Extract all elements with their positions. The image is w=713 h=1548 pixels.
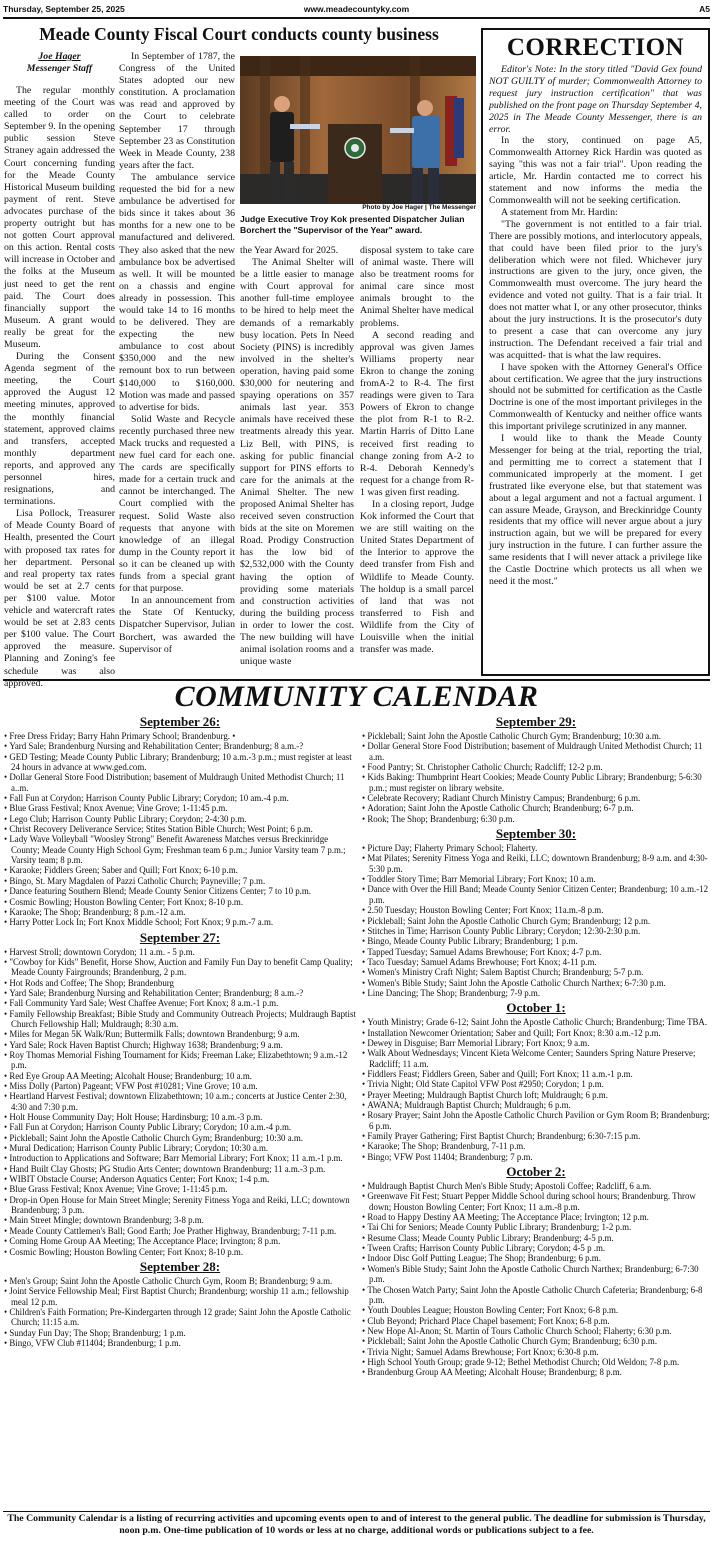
calendar-event: • Food Pantry; St. Christopher Catholic Church; Radcliff; 12-2 p.m. — [362, 762, 710, 772]
page-header — [3, 2, 710, 16]
article-column-3 — [240, 245, 354, 668]
calendar-event: • Taco Tuesday; Samuel Adams Brewhouse; Fort Knox; 4-11 p.m. — [362, 957, 710, 967]
calendar-event: • Picture Day; Flaherty Primary School; Flaherty. — [362, 843, 710, 853]
calendar-event: • Dewey in Disguise; Barr Memorial Library; Fort Knox; 9 a.m. — [362, 1038, 710, 1048]
calendar-event: • Karaoke; The Shop; Brandenburg, 7-11 p.m. — [362, 1141, 710, 1151]
article-paragraph: The Animal Shelter will be a little easier to manage with Court approval for another full-time employee to be hired to help meet the demands of a remarkably busy location. Pets In Need Society (PINS) is incredibly involved in the shelter's operation, having paid some $30,000 for neutering and spaying operations on 357 animals last year. 353 animals have received these treatments already this year. Liz Bell, with PINS, is asking for public financial support for PINS efforts to care for the animals at the Animal Shelter. The new proposed Animal Shelter has received seven construction bids at the site on Moremen Road. Prodigy Construction has the low bid of $2,532,000 with the County having the option of providing some materials and construction activities during the building process in order to lower the cost. The new building will have animal isolation rooms and a unique waste — [240, 257, 354, 668]
calendar-event: • Tai Chi for Seniors; Meade County Public Library; Brandenburg; 1-2 p.m. — [362, 1222, 710, 1232]
calendar-event-list — [362, 1181, 710, 1378]
calendar-event: • Sunday Fun Day; The Shop; Brandenburg; 1 p.m. — [4, 1328, 356, 1338]
calendar-event: • Adoration; Saint John the Apostle Catholic Church; Brandenburg; 6-7 p.m. — [362, 803, 710, 813]
calendar-event: • Dollar General Store Food Distribution; basement of Muldraugh United Methodist Church; 11 a..m. — [4, 772, 356, 793]
calendar-event-list — [362, 731, 710, 824]
calendar-event: • Mat Pilates; Serenity Fitness Yoga and Reiki, LLC; downtown Brandenburg; 8-9 a.m. and 4:30-5:30 p.m. — [362, 853, 710, 874]
correction-box — [481, 28, 710, 676]
calendar-event: • Muldraugh Baptist Church Men's Bible Study; Apostoli Coffee; Radcliff, 6 a.m. — [362, 1181, 710, 1191]
calendar-event: • 2.50 Tuesday; Houston Bowling Center; Fort Knox; 11a.m.-8 p.m. — [362, 905, 710, 915]
issue-date: Thursday, September 25, 2025 — [3, 4, 125, 14]
calendar-event: • Pickleball; Saint John the Apostle Catholic Church Gym; Brandenburg; 10:30 a.m. — [362, 731, 710, 741]
photo-illustration — [240, 56, 476, 204]
calendar-event: • Karaoke; The Shop; Brandenburg; 8 p.m.-12 a.m. — [4, 907, 356, 917]
calendar-event: • Lady Wave Volleyball "Woosley Strong" Benefit Awareness Matches versus Breckinridge County; Meade County High School Gym; Freshman team 6 p.m.; Junior Varsity team 7 p.m.; Varsity team; 8 p.m. — [4, 834, 356, 865]
calendar-day-heading: September 26: — [139, 714, 221, 729]
correction-paragraph: I have spoken with the Attorney General's Office about certification. We agree that the jury instructions should not be submitted for certification as the Castle Doctrine is one of the most important privileges in the Commonwealth of Kentucky and neither office wants this important privilege scrutinized in any manner. — [489, 361, 702, 433]
calendar-event: • Bingo, VFW Club #11404; Brandenburg; 1 p.m. — [4, 1338, 356, 1348]
calendar-event: • Stitches in Time; Harrison County Public Library; Corydon; 12:30-2:30 p.m. — [362, 926, 710, 936]
article-paragraph: Lisa Pollock, Treasurer of Meade County Board of Health, presented the Court with proposed tax rates for her department. Personal and real property tax rates would be set at 2.7 cents per $100 value. Motor vehicle and watercraft rates would be set at 2.83 cents per $100 value. The Court approved the measure. Planning and Zoning's fee schedule was also approved. — [4, 508, 115, 689]
calendar-event: • Fall Fun at Corydon; Harrison County Public Library; Corydon; 10 am.-4 p.m. — [4, 793, 356, 803]
calendar-event: • The Chosen Watch Party; Saint John the Apostle Catholic Church Cafeteria; Brandenburg; 6-8 p.m. — [362, 1285, 710, 1306]
calendar-event: • Introduction to Applications and Software; Barr Memorial Library; Fort Knox; 11 a.m.-1 p.m. — [4, 1153, 356, 1163]
calendar-event: • WIBIT Obstacle Course; Anderson Aquatics Center; Fort Knox; 1-4 p.m. — [4, 1174, 356, 1184]
article-paragraph: The ambulance service requested the bid for a new ambulance be advertised for bids since it takes about 36 months for a new one to be manufactured and delivered. They also asked that the new ambulance box be advertised as well. It will be mounted on a chassis and engine already in possession. This would take 14 to 16 months to be delivered. They are expecting the new ambulance to cost about $350,000 and the new remount box to run between $140,000 to $160,000. Motion was made and passed to advertise for bids. — [119, 171, 235, 413]
calendar-event-list — [4, 1276, 356, 1348]
correction-title: CORRECTION — [506, 34, 685, 61]
calendar-event: • Lego Club; Harrison County Public Library; Corydon; 2-4:30 p.m. — [4, 814, 356, 824]
calendar-event: • Joint Service Fellowship Meal; First Baptist Church; Brandenburg; worship 11 a.m.; fellowship meal 12 p.m. — [4, 1286, 356, 1307]
calendar-event: • Drop-in Open House for Main Street Mingle; Serenity Fitness Yoga and Reiki, LLC; downtown Brandenburg; 3 p.m. — [4, 1195, 356, 1216]
calendar-event: • Women's Ministry Craft Night; Salem Baptist Church; Brandenburg; 5-7 p.m. — [362, 967, 710, 977]
calendar-event: • Trivia Night; Samuel Adams Brewhouse; Fort Knox; 6:30-8 p.m. — [362, 1347, 710, 1357]
calendar-event: • Mural Dedication; Harrison County Public Library; Corydon; 10:30 a.m. — [4, 1143, 356, 1153]
photo-caption: Judge Executive Troy Kok presented Dispatcher Julian Borchert the "Supervisor of the Year" award. — [240, 214, 465, 235]
calendar-event: • Resume Class; Meade County Public Library; Brandenburg; 4-5 p.m. — [362, 1233, 710, 1243]
calendar-event: • Toddler Story Time; Barr Memorial Library; Fort Knox; 10 a.m. — [362, 874, 710, 884]
calendar-event: • Dollar General Store Food Distribution; basement of Muldraugh United Methodist Church; 11 a.m. — [362, 741, 710, 762]
calendar-event: • Fall Community Yard Sale; West Chaffee Avenue; Fort Knox; 8 a.m.-1 p.m. — [4, 998, 356, 1008]
calendar-day-heading: October 1: — [506, 1000, 566, 1016]
calendar-day-heading: September 28: — [139, 1258, 221, 1274]
calendar-event: • Free Dress Friday; Barry Hahn Primary School; Brandenburg. • — [4, 731, 356, 741]
calendar-event: • Roy Thomas Memorial Fishing Tournament for Kids; Freeman Lake; Elizabethtown; 9 a.m.-12 p.m. — [4, 1050, 356, 1071]
calendar-event: • New Hope Al-Anon; St. Martin of Tours Catholic Church School; Flaherty; 6:30 p.m. — [362, 1326, 710, 1336]
article-paragraph: The regular monthly meeting of the Court was called to order on September 9. In the opening public session Steve Straney again addressed the Court concerning funding for the Meade County Historical Museum building payment of rent. Steve advocates purchase of the property outright but has not gotten Court approval on this action. Rental costs will increase in October and the folks at the Museum just need to get the rent paid. The Court does financially support the Museum. A grant would really be great for the Museum. — [4, 85, 115, 350]
calendar-event: • Cosmic Bowling; Houston Bowling Center; Fort Knox; 8-10 p.m. — [4, 1247, 356, 1257]
calendar-event-list — [362, 843, 710, 998]
calendar-event: • Hot Rods and Coffee; The Shop; Brandenburg — [4, 978, 356, 988]
calendar-event: • Yard Sale; Brandenburg Nursing and Rehabilitation Center; Brandenburg; 8 a.m.-? — [4, 988, 356, 998]
calendar-event: • Family Prayer Gathering; First Baptist Church; Brandenburg; 6:30-7:15 p.m. — [362, 1131, 710, 1141]
calendar-event: • Blue Grass Festival; Knox Avenue; Vine Grove; 1-11:45 p.m. — [4, 803, 356, 813]
calendar-event: • Miss Dolly (Parton) Pageant; VFW Post #10281; Vine Grove; 10 a.m. — [4, 1081, 356, 1091]
calendar-event: • "Cowboy for Kids" Benefit, Horse Show, Auction and Family Fun Day to benefit Camp Quality; Meade County Fairgrounds; Brandenburg, 2 p.m. — [4, 957, 356, 978]
calendar-event: • Tween Crafts; Harrison County Public Library; Corydon; 4-5 p .m. — [362, 1243, 710, 1253]
calendar-event: • Bingo; VFW Post 11404; Brandenburg; 7 p.m. — [362, 1152, 710, 1162]
calendar-event: • Walk About Wednesdays; Vincent Kieta Welcome Center; Saunders Spring Nature Preserve; Radcliff; 11 a.m. — [362, 1048, 710, 1069]
calendar-event: • Indoor Disc Golf Putting League; The Shop; Brandenburg; 6 p.m. — [362, 1253, 710, 1263]
article-photo — [240, 56, 476, 204]
calendar-day-heading: September 27: — [139, 929, 221, 945]
article-paragraph: In a closing report, Judge Kok informed the Court that we are still waiting on the United States Department of the Interior to approve the deed transfer from Fish and Wildlife to Meade County. The holdup is a small parcel of land that was not transferred to Fish and Wildlife from the City of Louisville when the initial transfer was made. — [360, 498, 474, 656]
calendar-event: • Blue Grass Festival; Knox Avenue; Vine Grove; 1-11:45 p.m. — [4, 1184, 356, 1194]
calendar-day-heading: September 29: — [495, 714, 577, 729]
article-headline: Meade County Fiscal Court conducts county business — [39, 24, 439, 44]
calendar-day-heading: October 2: — [506, 1164, 566, 1180]
calendar-event: • Road to Happy Destiny AA Meeting; The Acceptance Place; Irvington; 12 p.m. — [362, 1212, 710, 1222]
calendar-event: • Kids Baking: Thumbprint Heart Cookies; Meade County Public Library; Brandenburg; 5-6:30 p.m.; must register on library website. — [362, 772, 710, 793]
calendar-event: • Meade County Cattlemen's Ball; Good Earth; Joe Prather Highway, Brandenburg; 7-11 p.m. — [4, 1226, 356, 1236]
calendar-event: • GED Testing; Meade County Public Library; Brandenburg; 10 a.m.-3 p.m.; must register at least 24 hours in advance at www.ged.com. — [4, 752, 356, 773]
article-column-2 — [119, 51, 235, 663]
calendar-event: • Bingo, Meade County Public Library; Brandenburg; 1 p.m. — [362, 936, 710, 946]
article-paragraph: disposal system to take care of animal waste. There will also be treatment rooms for animal care since most animals brought to the Animal Shelter have medical problems. — [360, 245, 474, 329]
correction-paragraph: A statement from Mr. Hardin: — [501, 206, 618, 218]
calendar-event: • Celebrate Recovery; Radiant Church Ministry Campus; Brandenburg; 6 p.m. — [362, 793, 710, 803]
article-paragraph: During the Consent Agenda segment of the meeting, the Court approved the August 12 meeting minutes, approved the monthly financial statement, approved claims and transfers, accepted monthly department reports, and approved any personnel hires, resignations, and terminations. — [4, 351, 115, 508]
calendar-event: • Red Eye Group AA Meeting; Alcohalt House; Brandenburg; 10 a.m. — [4, 1071, 356, 1081]
author-title: Messenger Staff — [26, 63, 93, 74]
calendar-event: • Fall Fun at Corydon; Harrison County Public Library; Corydon; 10 a.m.-4 p.m. — [4, 1122, 356, 1132]
calendar-event: • Yard Sale; Brandenburg Nursing and Rehabilitation Center; Brandenburg; 8 a.m.-? — [4, 741, 356, 751]
calendar-event-list — [4, 947, 356, 1257]
calendar-event: • Pickleball; Saint John the Apostle Catholic Church Gym; Brandenburg; 10:30 a.m. — [4, 1133, 356, 1143]
calendar-event: • Bingo, St. Mary Magdalen of Pazzi Catholic Church; Payneville; 7 p.m. — [4, 876, 356, 886]
calendar-event: • Holt House Community Day; Holt House; Hardinsburg; 10 a.m.-3 p.m. — [4, 1112, 356, 1122]
editors-note: Editor's Note: In the story titled "David Gex found NOT GUILTY of murder; Commonwealth Attorney to request jury instruction certification" that was published on the front page on Thursday September 4, 2025 in The Meade County Messenger, there is an error. — [489, 64, 702, 135]
calendar-event: • Miles for Megan 5K Walk/Run; Buttermilk Falls; downtown Brandenburg; 9 a.m. — [4, 1029, 356, 1039]
calendar-event: • Women's Bible Study; Saint John the Apostle Catholic Church Narthex; 6-7:30 p.m. — [362, 978, 710, 988]
article-column-4 — [360, 245, 474, 665]
author-name: Joe Hager — [38, 51, 81, 62]
byline — [4, 51, 115, 75]
article-paragraph: Solid Waste and Recycle recently purchased three new Mack trucks and requested a new fuel card for each one. The cards are specifically made for a certain truck and cannot be interchanged. The Court complied with the request. Solid Waste also requests that anyone with knowledge of an illegal dump in the County report it so it can be cleaned up with funds from a special grant for that purpose. — [119, 413, 235, 595]
calendar-footer-note: The Community Calendar is a listing of recurring activities and upcoming events open to and of interest to the general public. The deadline for submission is Thursday, noon p.m. One-time publication of 10 words or less at no charge, additional words or publications subject to a fee. — [7, 1513, 706, 1536]
calendar-event: • Women's Bible Study; Saint John the Apostle Catholic Church Narthex; Brandenburg; 6-7:30 p.m. — [362, 1264, 710, 1285]
calendar-event: • Rook; The Shop; Brandenburg; 6:30 p.m. — [362, 814, 710, 824]
calendar-event: • Coming Home Group AA Meeting; The Acceptance Place; Irvington; 8 p.m. — [4, 1236, 356, 1246]
calendar-event: • Youth Doubles League; Houston Bowling Center; Fort Knox; 6-8 p.m. — [362, 1305, 710, 1315]
calendar-event: • Dance with Over the Hill Band; Meade County Senior Citizen Center; Brandenburg; 10 a.m.-12 p.m. — [362, 884, 710, 905]
calendar-event: • Children's Faith Formation; Pre-Kindergarten through 12 grade; Saint John the Apostle Catholic Church; 11:15 a.m. — [4, 1307, 356, 1328]
header-rule — [3, 17, 710, 19]
calendar-event: • Harry Potter Lock In; Fort Knox Middle School; Fort Knox; 9 p.m.-7 a.m. — [4, 917, 356, 927]
article-paragraph: A second reading and approval was given James Williams property near Ekron to change the zoning fromA-2 to R-4. The first readings were given to Tara Powers of Ekron to change the plot from R-1 to R-2. Martin Harris of Ditto Lane received first reading to change zoning from A-2 to R-4. Deborah Kennedy's request for a change from R-1 was given first reading. — [360, 329, 474, 498]
calendar-event: • AWANA; Muldraugh Baptist Church; Muldraugh; 6 p.m. — [362, 1100, 710, 1110]
calendar-event: • Men's Group; Saint John the Apostle Catholic Church Gym, Room B; Brandenburg; 9 a.m. — [4, 1276, 356, 1286]
article-paragraph: In September of 1787, the Congress of the United States adopted our new constitution. A proclamation was read and approved by the Court to celebrate September 17 through September 23 as Constitution Week in Meade County, 238 years after the fact. — [119, 51, 235, 171]
calendar-event: • Christ Recovery Deliverance Service; Stites Station Bible Church; West Point; 6 p.m. — [4, 824, 356, 834]
calendar-event: • Family Fellowship Breakfast; Bible Study and Community Outreach Projects; Muldraugh Baptist Church Fellowship Hall; Muldraugh; 8:30 a.m. — [4, 1009, 356, 1030]
calendar-event: • Brandenburg Group AA Meeting; Alcohalt House; Brandenburg; 8 p.m. — [362, 1367, 710, 1377]
calendar-event: • Youth Ministry; Grade 6-12; Saint John the Apostle Catholic Church; Brandenburg; Time TBA. — [362, 1017, 710, 1027]
calendar-event: • Club Beyond; Prichard Place Chapel basement; Fort Knox; 6-8 p.m. — [362, 1316, 710, 1326]
calendar-event: • Installation Newcomer Orientation; Saber and Quill; Fort Knox; 8:30 a.m.-12 p.m. — [362, 1028, 710, 1038]
calendar-title: COMMUNITY CALENDAR — [174, 680, 539, 713]
calendar-event: • Greenwave Fit Fest; Stuart Pepper Middle School during school hours; Brandenburg. Throw down; Houston Bowling Center; Fort Knox; 11 a.m.-8 p.m. — [362, 1191, 710, 1212]
footer-rule — [3, 1511, 710, 1512]
calendar-event: • Tapped Tuesday; Samuel Adams Brewhouse; Fort Knox; 4-7 p.m. — [362, 947, 710, 957]
calendar-event: • Yard Sale; Rock Haven Baptist Church; Highway 1638; Brandenburg; 9 a.m. — [4, 1040, 356, 1050]
calendar-event: • Hand Built Clay Ghosts; PG Studio Arts Center; downtown Brandenburg; 11 a.m.-3 p.m. — [4, 1164, 356, 1174]
calendar-column-left — [4, 712, 356, 1510]
calendar-event: • Fiddlers Feast; Fiddlers Green, Saber and Quill; Fort Knox; 11 a.m.-1 p.m. — [362, 1069, 710, 1079]
calendar-event-list — [362, 1017, 710, 1162]
calendar-event: • Pickleball; Saint John the Apostle Catholic Church Gym; Brandenburg; 6:30 p.m. — [362, 1336, 710, 1346]
calendar-event: • Harvest Stroll; downtown Corydon; 11 a.m. - 5 p.m. — [4, 947, 356, 957]
calendar-event: • Karaoke; Fiddlers Green; Saber and Quill; Fort Knox; 6-10 p.m. — [4, 865, 356, 875]
calendar-event: • Pickleball; Saint John the Apostle Catholic Church Gym; Brandenburg; 12 p.m. — [362, 916, 710, 926]
article-paragraph: the Year Award for 2025. — [240, 245, 339, 256]
calendar-event-list — [4, 731, 356, 928]
page-number: A5 — [699, 4, 710, 14]
article-paragraph: In an announcement from the State Of Kentucky, Dispatcher Supervisor, Julian Borchert, was awarded the Supervisor of — [119, 595, 235, 655]
calendar-column-right — [362, 712, 710, 1510]
article-column-1 — [4, 51, 115, 689]
calendar-event: • Trivia Night; Old State Capitol VFW Post #2950; Corydon; 1 p.m. — [362, 1079, 710, 1089]
calendar-event: • Main Street Mingle; downtown Brandenburg; 3-8 p.m. — [4, 1215, 356, 1225]
calendar-event: • Prayer Meeting; Muldraugh Baptist Church loft; Muldraugh; 6 p.m. — [362, 1090, 710, 1100]
calendar-day-heading: September 30: — [495, 826, 577, 842]
website-url: www.meadecountyky.com — [303, 4, 410, 14]
calendar-event: • Line Dancing; The Shop; Brandenburg; 7-9 p.m. — [362, 988, 710, 998]
correction-paragraph: In the story, continued on page A5, Commonwealth Attorney Rick Hardin was quoted as saying "this was not a fair trial". Upon reading the article, Mr. Hardin contacted me to correct his statement and now informs the media the Commonwealth will not be seeking certification. — [489, 135, 702, 206]
calendar-event: • Heartland Harvest Festival; downtown Elizabethtown; 10 a.m.; concerts at Justice Center 2:30, 4:30 and 7:30 p.m. — [4, 1091, 356, 1112]
calendar-event: • Dance featuring Southern Blend; Meade County Senior Citizens Center; 7 to 10 p.m. — [4, 886, 356, 896]
calendar-event: • Cosmic Bowling; Houston Bowling Center; Fort Knox; 8-10 p.m. — [4, 897, 356, 907]
calendar-event: • High School Youth Group; grade 9-12; Bethel Methodist Church; Old Weldon; 7-8 p.m. — [362, 1357, 710, 1367]
calendar-event: • Rosary Prayer; Saint John the Apostle Catholic Church Pavilion or Gym Room B; Brandenburg; 6 p.m. — [362, 1110, 710, 1131]
correction-paragraph: I would like to thank the Meade County Messenger for being at the trial, reporting the trial, and permitting me to correct a statement that I communicated improperly at the moment. I get frustrated like everyone else, but that statement was about a legal argument and not a factual argument. I can assure Meade, Grayson, and Breckinridge County residents that my office will never argue about a jury instruction again, but we will be prepared for every jury instruction in the future. I can further assure the same residents that I will never attack a privilege like the Castle Doctrine which protects us all when we need it the most." — [489, 433, 702, 587]
photo-credit: Photo by Joe Hager | The Messenger — [362, 204, 476, 211]
correction-paragraph: "The government is not entitled to a fair trial. There are possibly motions, and interlocutory appeals, that could have been filed prior to the jury's deliberation which were not filed. Whichever jury instructions are given to the jury, once given, the Commonwealth must overcome. The jury heard the evidence and voted not guilty. That is a fair trial. It does not matter what I, or any other prosecutor, thinks about the jury instructions. It is the prosecutor's duty to present a case that can overcome any jury instruction. The Defendant received a fair trial and was acquitted- that is what the law requires. — [489, 218, 702, 361]
